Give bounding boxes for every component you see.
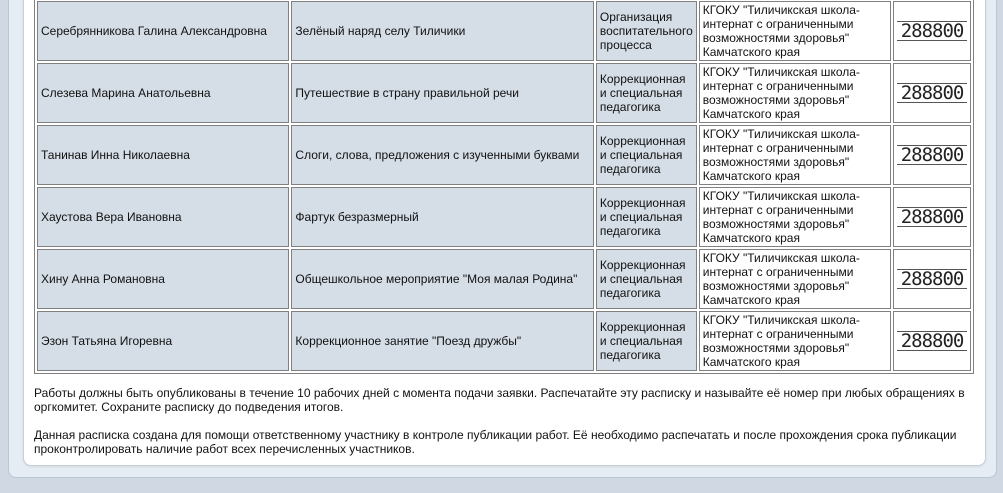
work-title: Общешкольное мероприятие "Моя малая Родина" bbox=[291, 249, 593, 309]
publication-code: 288800 bbox=[897, 21, 967, 41]
participants-table bbox=[34, 0, 974, 374]
publication-code: 288800 bbox=[897, 145, 967, 165]
work-title: Фартук безразмерный bbox=[291, 187, 593, 247]
code-cell bbox=[893, 125, 971, 185]
work-category: Коррекционная и специальная педагогика bbox=[596, 63, 697, 123]
participant-name: Эзон Татьяна Игоревна bbox=[37, 311, 289, 371]
publication-code: 288800 bbox=[897, 269, 967, 289]
work-title: Слоги, слова, предложения с изученными буквами bbox=[291, 125, 593, 185]
code-cell bbox=[893, 311, 971, 371]
table-row bbox=[37, 63, 971, 123]
code-cell bbox=[893, 1, 971, 61]
code-cell bbox=[893, 63, 971, 123]
participant-name: Танинав Инна Николаевна bbox=[37, 125, 289, 185]
organization: КГОКУ "Тиличикская школа-интернат с ограниченными возможностями здоровья" Камчатского края bbox=[699, 187, 891, 247]
organization: КГОКУ "Тиличикская школа-интернат с ограниченными возможностями здоровья" Камчатского края bbox=[699, 125, 891, 185]
work-category: Коррекционная и специальная педагогика bbox=[596, 249, 697, 309]
code-cell bbox=[893, 187, 971, 247]
table-row bbox=[37, 311, 971, 371]
organization: КГОКУ "Тиличикская школа-интернат с ограниченными возможностями здоровья" Камчатского края bbox=[699, 1, 891, 61]
organization: КГОКУ "Тиличикская школа-интернат с ограниченными возможностями здоровья" Камчатского края bbox=[699, 63, 891, 123]
participant-name: Серебрянникова Галина Александровна bbox=[37, 1, 289, 61]
table-row bbox=[37, 249, 971, 309]
publication-code: 288800 bbox=[897, 331, 967, 351]
receipt-purpose-note: Данная расписка создана для помощи ответственному участнику в контроле публикации работ. Её необходимо распечатать и после прохождения срока публикации проконтролировать наличие работ всех перечисленных участников. bbox=[34, 428, 957, 456]
participant-name: Хаустова Вера Ивановна bbox=[37, 187, 289, 247]
participant-name: Слезева Марина Анатольевна bbox=[37, 63, 289, 123]
participant-name: Хину Анна Романовна bbox=[37, 249, 289, 309]
publication-deadline-note: Работы должны быть опубликованы в течение 10 рабочих дней с момента подачи заявки. Распечатайте эту расписку и называйте её номер при любых обращениях в оргкомитет. Сохраните расписку до подведения итогов. bbox=[34, 386, 965, 414]
work-title: Путешествие в страну правильной речи bbox=[291, 63, 593, 123]
work-title: Коррекционное занятие "Поезд дружбы" bbox=[291, 311, 593, 371]
publication-code: 288800 bbox=[897, 207, 967, 227]
code-cell bbox=[893, 249, 971, 309]
work-category: Коррекционная и специальная педагогика bbox=[596, 187, 697, 247]
organization: КГОКУ "Тиличикская школа-интернат с ограниченными возможностями здоровья" Камчатского края bbox=[699, 311, 891, 371]
work-category: Коррекционная и специальная педагогика bbox=[596, 311, 697, 371]
organization: КГОКУ "Тиличикская школа-интернат с ограниченными возможностями здоровья" Камчатского края bbox=[699, 249, 891, 309]
work-category: Коррекционная и специальная педагогика bbox=[596, 125, 697, 185]
table-row bbox=[37, 125, 971, 185]
work-title: Зелёный наряд селу Тиличики bbox=[291, 1, 593, 61]
table-row bbox=[37, 1, 971, 61]
publication-code: 288800 bbox=[897, 83, 967, 103]
receipt-notes bbox=[34, 386, 979, 470]
table-row bbox=[37, 187, 971, 247]
work-category: Организация воспитательного процесса bbox=[596, 1, 697, 61]
